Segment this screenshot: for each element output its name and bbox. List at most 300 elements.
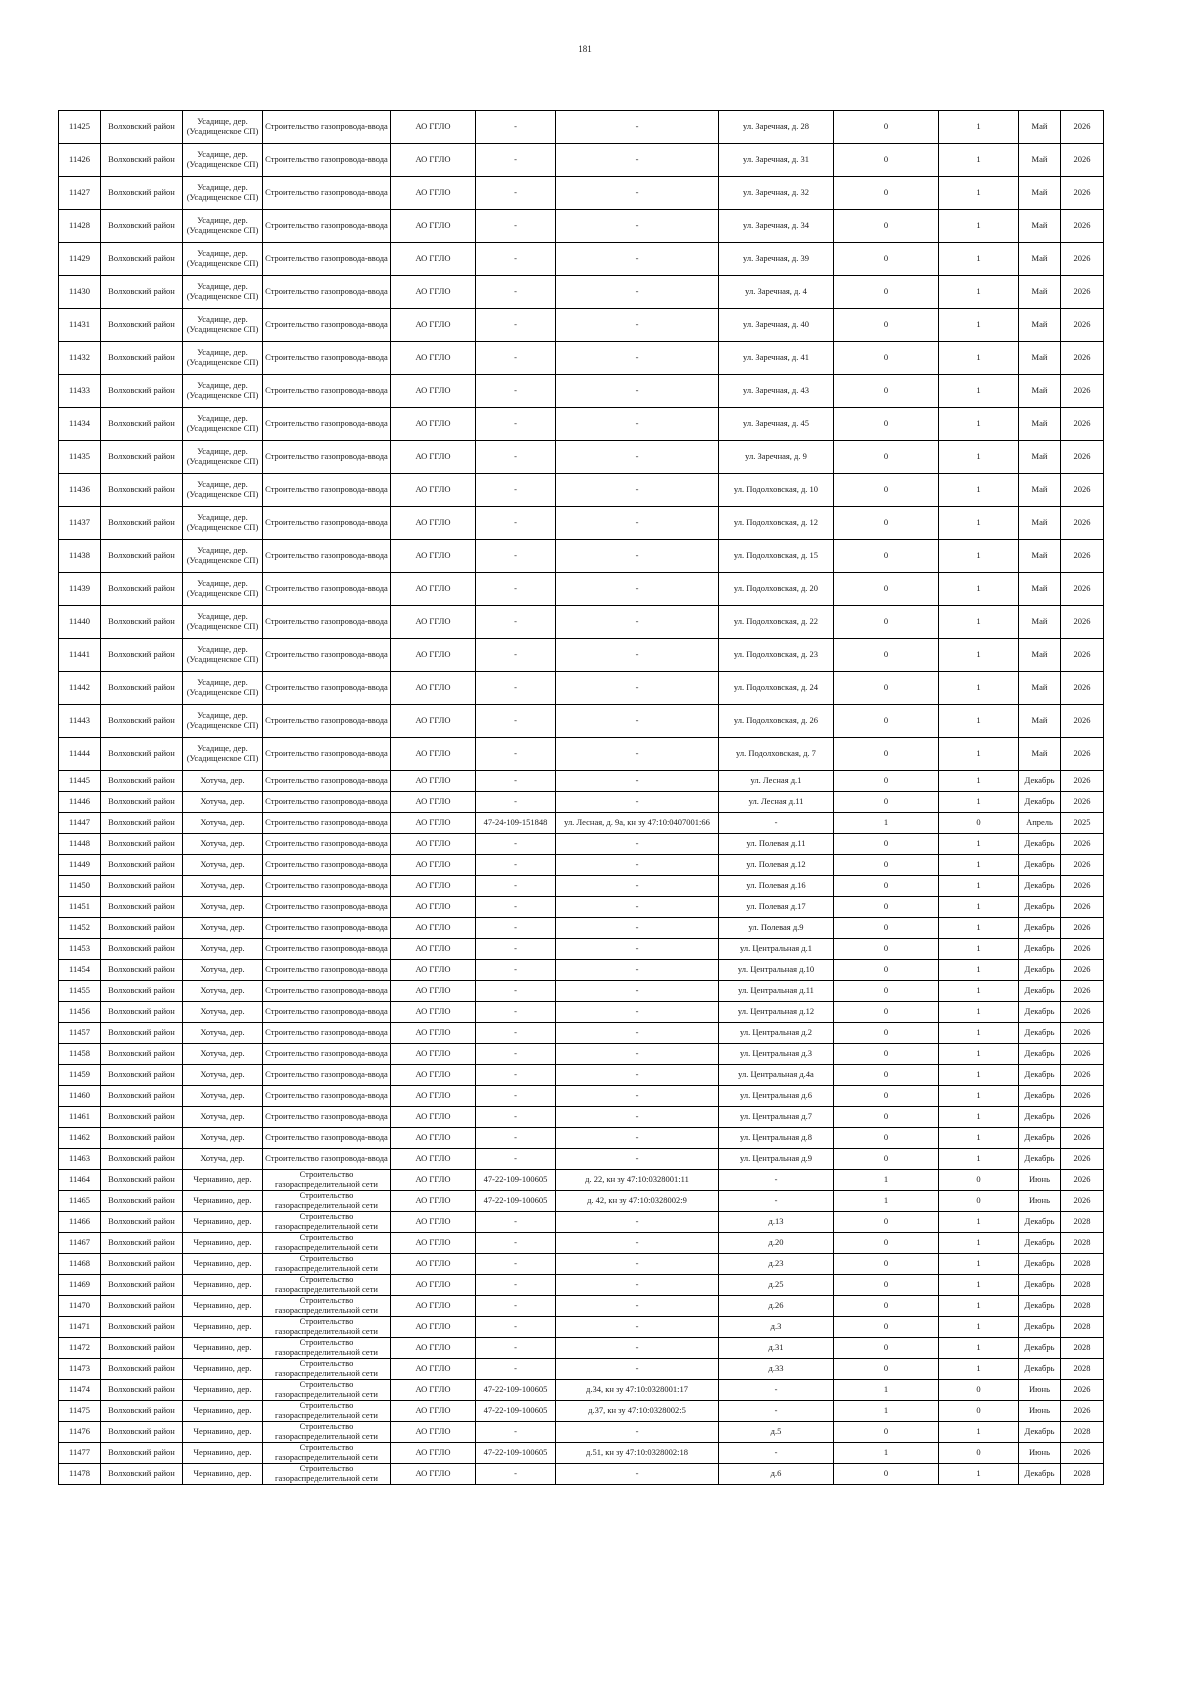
cell-contractor: АО ГГЛО [391, 771, 476, 792]
cell-count-a: 0 [834, 540, 939, 573]
cell-contractor: АО ГГЛО [391, 1044, 476, 1065]
cell-street-address: ул. Подолховская, д. 22 [719, 606, 834, 639]
cell-settlement: Усадище, дер. (Усадищенское СП) [183, 111, 263, 144]
cell-month: Декабрь [1019, 1464, 1061, 1485]
cell-count-a: 0 [834, 1023, 939, 1044]
cell-row-number: 11473 [59, 1359, 101, 1380]
cell-work-type: Строительство газопровода-ввода [263, 474, 391, 507]
table-row [59, 897, 1104, 918]
cell-count-a: 0 [834, 1065, 939, 1086]
cell-cadastral-address: - [556, 1086, 719, 1107]
cell-district: Волховский район [101, 573, 183, 606]
cell-cadastral-address: - [556, 111, 719, 144]
cell-row-number: 11446 [59, 792, 101, 813]
cell-street-address: ул. Заречная, д. 9 [719, 441, 834, 474]
cell-district: Волховский район [101, 1002, 183, 1023]
cell-count-a: 0 [834, 672, 939, 705]
cell-year: 2026 [1061, 939, 1104, 960]
cell-row-number: 11444 [59, 738, 101, 771]
cell-row-number: 11470 [59, 1296, 101, 1317]
cell-count-b: 1 [939, 1359, 1019, 1380]
cell-work-type: Строительство газопровода-ввода [263, 876, 391, 897]
cell-settlement: Чернавино, дер. [183, 1464, 263, 1485]
cell-street-address: - [719, 1401, 834, 1422]
cell-tu-number: - [476, 738, 556, 771]
cell-cadastral-address: - [556, 606, 719, 639]
cell-cadastral-address: - [556, 738, 719, 771]
cell-year: 2026 [1061, 705, 1104, 738]
cell-settlement: Усадище, дер. (Усадищенское СП) [183, 474, 263, 507]
cell-cadastral-address: - [556, 1107, 719, 1128]
cell-month: Декабрь [1019, 897, 1061, 918]
cell-contractor: АО ГГЛО [391, 1065, 476, 1086]
cell-contractor: АО ГГЛО [391, 1191, 476, 1212]
cell-district: Волховский район [101, 1149, 183, 1170]
cell-count-a: 0 [834, 1044, 939, 1065]
cell-cadastral-address: д. 42, кн зу 47:10:0328002:9 [556, 1191, 719, 1212]
page-number: 181 [578, 44, 592, 54]
cell-month: Май [1019, 309, 1061, 342]
cell-district: Волховский район [101, 1296, 183, 1317]
cell-count-a: 0 [834, 1296, 939, 1317]
cell-count-a: 0 [834, 1086, 939, 1107]
cell-count-b: 1 [939, 981, 1019, 1002]
cell-contractor: АО ГГЛО [391, 1338, 476, 1359]
cell-row-number: 11437 [59, 507, 101, 540]
cell-month: Декабрь [1019, 771, 1061, 792]
table-row [59, 1422, 1104, 1443]
cell-work-type: Строительство газопровода-ввода [263, 705, 391, 738]
cell-month: Май [1019, 144, 1061, 177]
cell-district: Волховский район [101, 918, 183, 939]
cell-count-b: 1 [939, 1023, 1019, 1044]
cell-tu-number: - [476, 309, 556, 342]
cell-district: Волховский район [101, 1254, 183, 1275]
cell-contractor: АО ГГЛО [391, 606, 476, 639]
cell-month: Июнь [1019, 1401, 1061, 1422]
cell-tu-number: - [476, 276, 556, 309]
cell-street-address: ул. Центральная д.4а [719, 1065, 834, 1086]
cell-tu-number: - [476, 1338, 556, 1359]
cell-cadastral-address: - [556, 1254, 719, 1275]
cell-year: 2026 [1061, 1128, 1104, 1149]
cell-row-number: 11435 [59, 441, 101, 474]
cell-count-b: 1 [939, 855, 1019, 876]
cell-count-a: 0 [834, 897, 939, 918]
cell-cadastral-address: - [556, 276, 719, 309]
cell-year: 2026 [1061, 1149, 1104, 1170]
cell-count-a: 0 [834, 771, 939, 792]
cell-tu-number: - [476, 573, 556, 606]
cell-month: Декабрь [1019, 792, 1061, 813]
cell-year: 2026 [1061, 1002, 1104, 1023]
cell-work-type: Строительство газораспределительной сети [263, 1212, 391, 1233]
cell-year: 2026 [1061, 1044, 1104, 1065]
cell-tu-number: - [476, 918, 556, 939]
cell-year: 2026 [1061, 1107, 1104, 1128]
cell-count-a: 0 [834, 705, 939, 738]
cell-row-number: 11436 [59, 474, 101, 507]
cell-contractor: АО ГГЛО [391, 1380, 476, 1401]
table-row [59, 375, 1104, 408]
cell-cadastral-address: - [556, 243, 719, 276]
cell-count-b: 1 [939, 474, 1019, 507]
cell-row-number: 11457 [59, 1023, 101, 1044]
cell-district: Волховский район [101, 1086, 183, 1107]
cell-work-type: Строительство газопровода-ввода [263, 408, 391, 441]
cell-district: Волховский район [101, 375, 183, 408]
cell-month: Декабрь [1019, 1275, 1061, 1296]
cell-month: Май [1019, 738, 1061, 771]
cell-count-a: 0 [834, 1002, 939, 1023]
cell-year: 2025 [1061, 813, 1104, 834]
cell-row-number: 11469 [59, 1275, 101, 1296]
cell-count-a: 0 [834, 342, 939, 375]
cell-district: Волховский район [101, 177, 183, 210]
cell-settlement: Усадище, дер. (Усадищенское СП) [183, 309, 263, 342]
cell-month: Декабрь [1019, 1212, 1061, 1233]
cell-work-type: Строительство газораспределительной сети [263, 1191, 391, 1212]
table-row [59, 1086, 1104, 1107]
cell-tu-number: - [476, 855, 556, 876]
cell-settlement: Усадище, дер. (Усадищенское СП) [183, 672, 263, 705]
cell-tu-number: - [476, 1086, 556, 1107]
cell-cadastral-address: - [556, 309, 719, 342]
cell-cadastral-address: - [556, 210, 719, 243]
cell-district: Волховский район [101, 1422, 183, 1443]
cell-street-address: ул. Лесная д.1 [719, 771, 834, 792]
cell-street-address: ул. Полевая д.11 [719, 834, 834, 855]
table-row [59, 111, 1104, 144]
cell-settlement: Хотуча, дер. [183, 792, 263, 813]
cell-tu-number: 47-24-109-151848 [476, 813, 556, 834]
table-row [59, 855, 1104, 876]
table-row [59, 834, 1104, 855]
cell-count-a: 0 [834, 981, 939, 1002]
cell-work-type: Строительство газопровода-ввода [263, 210, 391, 243]
cell-tu-number: - [476, 1149, 556, 1170]
cell-cadastral-address: - [556, 573, 719, 606]
cell-work-type: Строительство газопровода-ввода [263, 177, 391, 210]
cell-count-a: 0 [834, 441, 939, 474]
cell-year: 2026 [1061, 960, 1104, 981]
cell-district: Волховский район [101, 1212, 183, 1233]
cell-count-b: 1 [939, 639, 1019, 672]
cell-row-number: 11443 [59, 705, 101, 738]
cell-count-a: 0 [834, 855, 939, 876]
cell-row-number: 11453 [59, 939, 101, 960]
cell-settlement: Усадище, дер. (Усадищенское СП) [183, 606, 263, 639]
cell-contractor: АО ГГЛО [391, 960, 476, 981]
cell-street-address: ул. Подолховская, д. 10 [719, 474, 834, 507]
table-row [59, 210, 1104, 243]
table-row [59, 918, 1104, 939]
cell-street-address: д.20 [719, 1233, 834, 1254]
cell-row-number: 11477 [59, 1443, 101, 1464]
cell-district: Волховский район [101, 474, 183, 507]
cell-tu-number: - [476, 177, 556, 210]
cell-month: Май [1019, 375, 1061, 408]
cell-tu-number: - [476, 1128, 556, 1149]
cell-street-address: ул. Центральная д.12 [719, 1002, 834, 1023]
cell-settlement: Чернавино, дер. [183, 1170, 263, 1191]
cell-work-type: Строительство газопровода-ввода [263, 918, 391, 939]
cell-contractor: АО ГГЛО [391, 441, 476, 474]
cell-year: 2028 [1061, 1422, 1104, 1443]
cell-tu-number: - [476, 1002, 556, 1023]
cell-district: Волховский район [101, 111, 183, 144]
cell-month: Декабрь [1019, 1128, 1061, 1149]
cell-settlement: Чернавино, дер. [183, 1296, 263, 1317]
cell-district: Волховский район [101, 738, 183, 771]
cell-row-number: 11450 [59, 876, 101, 897]
table-row [59, 1317, 1104, 1338]
cell-tu-number: - [476, 243, 556, 276]
cell-count-b: 1 [939, 375, 1019, 408]
cell-work-type: Строительство газопровода-ввода [263, 1002, 391, 1023]
cell-count-b: 1 [939, 1254, 1019, 1275]
cell-tu-number: - [476, 1065, 556, 1086]
cell-district: Волховский район [101, 897, 183, 918]
cell-work-type: Строительство газопровода-ввода [263, 1128, 391, 1149]
cell-street-address: ул. Заречная, д. 34 [719, 210, 834, 243]
cell-district: Волховский район [101, 960, 183, 981]
cell-tu-number: - [476, 1296, 556, 1317]
cell-street-address: ул. Центральная д.9 [719, 1149, 834, 1170]
cell-tu-number: - [476, 375, 556, 408]
cell-street-address: д.33 [719, 1359, 834, 1380]
cell-row-number: 11452 [59, 918, 101, 939]
cell-contractor: АО ГГЛО [391, 705, 476, 738]
cell-district: Волховский район [101, 210, 183, 243]
cell-cadastral-address: - [556, 1149, 719, 1170]
cell-work-type: Строительство газопровода-ввода [263, 111, 391, 144]
cell-contractor: АО ГГЛО [391, 1086, 476, 1107]
cell-row-number: 11459 [59, 1065, 101, 1086]
cell-district: Волховский район [101, 408, 183, 441]
cell-tu-number: - [476, 1023, 556, 1044]
cell-month: Декабрь [1019, 1317, 1061, 1338]
cell-month: Май [1019, 639, 1061, 672]
cell-row-number: 11442 [59, 672, 101, 705]
cell-contractor: АО ГГЛО [391, 540, 476, 573]
cell-settlement: Хотуча, дер. [183, 960, 263, 981]
cell-street-address: ул. Подолховская, д. 15 [719, 540, 834, 573]
cell-contractor: АО ГГЛО [391, 342, 476, 375]
cell-row-number: 11468 [59, 1254, 101, 1275]
cell-tu-number: - [476, 939, 556, 960]
cell-street-address: - [719, 1443, 834, 1464]
cell-contractor: АО ГГЛО [391, 897, 476, 918]
table-row [59, 144, 1104, 177]
cell-year: 2028 [1061, 1296, 1104, 1317]
cell-work-type: Строительство газопровода-ввода [263, 1065, 391, 1086]
cell-year: 2026 [1061, 1023, 1104, 1044]
cell-year: 2026 [1061, 144, 1104, 177]
cell-settlement: Чернавино, дер. [183, 1254, 263, 1275]
cell-district: Волховский район [101, 1317, 183, 1338]
cell-year: 2026 [1061, 540, 1104, 573]
cell-work-type: Строительство газопровода-ввода [263, 243, 391, 276]
cell-count-b: 1 [939, 738, 1019, 771]
cell-street-address: ул. Полевая д.12 [719, 855, 834, 876]
cell-tu-number: - [476, 342, 556, 375]
cell-contractor: АО ГГЛО [391, 243, 476, 276]
table-row [59, 1380, 1104, 1401]
cell-count-a: 0 [834, 606, 939, 639]
cell-contractor: АО ГГЛО [391, 1275, 476, 1296]
cell-month: Декабрь [1019, 1338, 1061, 1359]
table-row [59, 507, 1104, 540]
cell-work-type: Строительство газопровода-ввода [263, 738, 391, 771]
cell-settlement: Усадище, дер. (Усадищенское СП) [183, 408, 263, 441]
cell-count-a: 0 [834, 960, 939, 981]
cell-count-b: 1 [939, 573, 1019, 606]
cell-month: Май [1019, 672, 1061, 705]
cell-count-a: 0 [834, 1464, 939, 1485]
cell-contractor: АО ГГЛО [391, 144, 476, 177]
cell-year: 2026 [1061, 672, 1104, 705]
cell-district: Волховский район [101, 1065, 183, 1086]
cell-cadastral-address: - [556, 342, 719, 375]
cell-contractor: АО ГГЛО [391, 1359, 476, 1380]
cell-count-b: 1 [939, 507, 1019, 540]
cell-contractor: АО ГГЛО [391, 474, 476, 507]
cell-work-type: Строительство газопровода-ввода [263, 813, 391, 834]
cell-tu-number: 47-22-109-100605 [476, 1191, 556, 1212]
cell-district: Волховский район [101, 144, 183, 177]
cell-count-b: 1 [939, 1065, 1019, 1086]
cell-street-address: - [719, 1170, 834, 1191]
cell-tu-number: - [476, 705, 556, 738]
cell-street-address: д.3 [719, 1317, 834, 1338]
cell-work-type: Строительство газопровода-ввода [263, 342, 391, 375]
cell-cadastral-address: - [556, 177, 719, 210]
cell-contractor: АО ГГЛО [391, 1170, 476, 1191]
cell-contractor: АО ГГЛО [391, 1464, 476, 1485]
cell-settlement: Усадище, дер. (Усадищенское СП) [183, 441, 263, 474]
cell-work-type: Строительство газораспределительной сети [263, 1464, 391, 1485]
cell-count-a: 0 [834, 1359, 939, 1380]
cell-cadastral-address: - [556, 960, 719, 981]
cell-contractor: АО ГГЛО [391, 375, 476, 408]
cell-tu-number: - [476, 144, 556, 177]
cell-count-b: 0 [939, 1380, 1019, 1401]
cell-street-address: д.6 [719, 1464, 834, 1485]
cell-district: Волховский район [101, 792, 183, 813]
cell-month: Май [1019, 606, 1061, 639]
cell-work-type: Строительство газопровода-ввода [263, 672, 391, 705]
cell-tu-number: - [476, 1233, 556, 1254]
cell-settlement: Хотуча, дер. [183, 1149, 263, 1170]
cell-work-type: Строительство газопровода-ввода [263, 771, 391, 792]
cell-year: 2026 [1061, 1191, 1104, 1212]
cell-cadastral-address: - [556, 1044, 719, 1065]
cell-row-number: 11427 [59, 177, 101, 210]
table-row [59, 1107, 1104, 1128]
cell-contractor: АО ГГЛО [391, 792, 476, 813]
cell-settlement: Хотуча, дер. [183, 1065, 263, 1086]
cell-month: Декабрь [1019, 834, 1061, 855]
cell-month: Май [1019, 474, 1061, 507]
cell-tu-number: - [476, 1212, 556, 1233]
cell-work-type: Строительство газопровода-ввода [263, 606, 391, 639]
cell-work-type: Строительство газопровода-ввода [263, 981, 391, 1002]
cell-settlement: Хотуча, дер. [183, 1107, 263, 1128]
cell-settlement: Хотуча, дер. [183, 876, 263, 897]
cell-cadastral-address: - [556, 897, 719, 918]
cell-count-b: 1 [939, 1149, 1019, 1170]
cell-settlement: Усадище, дер. (Усадищенское СП) [183, 639, 263, 672]
cell-year: 2026 [1061, 639, 1104, 672]
cell-row-number: 11438 [59, 540, 101, 573]
cell-count-a: 0 [834, 1233, 939, 1254]
cell-month: Июнь [1019, 1380, 1061, 1401]
cell-month: Май [1019, 276, 1061, 309]
cell-count-b: 1 [939, 342, 1019, 375]
cell-street-address: д.5 [719, 1422, 834, 1443]
cell-cadastral-address: - [556, 876, 719, 897]
cell-count-a: 0 [834, 276, 939, 309]
cell-tu-number: 47-22-109-100605 [476, 1170, 556, 1191]
cell-cadastral-address: - [556, 792, 719, 813]
cell-work-type: Строительство газораспределительной сети [263, 1170, 391, 1191]
cell-settlement: Усадище, дер. (Усадищенское СП) [183, 540, 263, 573]
cell-contractor: АО ГГЛО [391, 855, 476, 876]
cell-year: 2026 [1061, 375, 1104, 408]
cell-street-address: ул. Лесная д.11 [719, 792, 834, 813]
cell-month: Декабрь [1019, 1296, 1061, 1317]
cell-count-a: 0 [834, 1212, 939, 1233]
cell-count-a: 1 [834, 1443, 939, 1464]
cell-cadastral-address: - [556, 1464, 719, 1485]
cell-cadastral-address: - [556, 939, 719, 960]
cell-row-number: 11445 [59, 771, 101, 792]
cell-contractor: АО ГГЛО [391, 111, 476, 144]
table-row [59, 177, 1104, 210]
cell-district: Волховский район [101, 855, 183, 876]
cell-cadastral-address: - [556, 1296, 719, 1317]
cell-month: Май [1019, 342, 1061, 375]
cell-count-b: 1 [939, 177, 1019, 210]
cell-month: Декабрь [1019, 918, 1061, 939]
cell-row-number: 11455 [59, 981, 101, 1002]
cell-count-a: 0 [834, 1338, 939, 1359]
cell-year: 2028 [1061, 1464, 1104, 1485]
cell-district: Волховский район [101, 507, 183, 540]
cell-street-address: ул. Центральная д.2 [719, 1023, 834, 1044]
cell-street-address: ул. Центральная д.3 [719, 1044, 834, 1065]
cell-district: Волховский район [101, 1233, 183, 1254]
cell-street-address: ул. Заречная, д. 32 [719, 177, 834, 210]
cell-count-b: 1 [939, 1128, 1019, 1149]
cell-work-type: Строительство газораспределительной сети [263, 1317, 391, 1338]
cell-row-number: 11447 [59, 813, 101, 834]
cell-cadastral-address: - [556, 144, 719, 177]
cell-count-a: 1 [834, 813, 939, 834]
cell-contractor: АО ГГЛО [391, 1254, 476, 1275]
cell-year: 2026 [1061, 738, 1104, 771]
cell-cadastral-address: - [556, 441, 719, 474]
cell-row-number: 11429 [59, 243, 101, 276]
cell-street-address: д.26 [719, 1296, 834, 1317]
cell-cadastral-address: - [556, 1338, 719, 1359]
cell-contractor: АО ГГЛО [391, 672, 476, 705]
cell-work-type: Строительство газопровода-ввода [263, 1044, 391, 1065]
cell-cadastral-address: - [556, 1422, 719, 1443]
cell-count-a: 0 [834, 1128, 939, 1149]
cell-count-b: 1 [939, 309, 1019, 342]
